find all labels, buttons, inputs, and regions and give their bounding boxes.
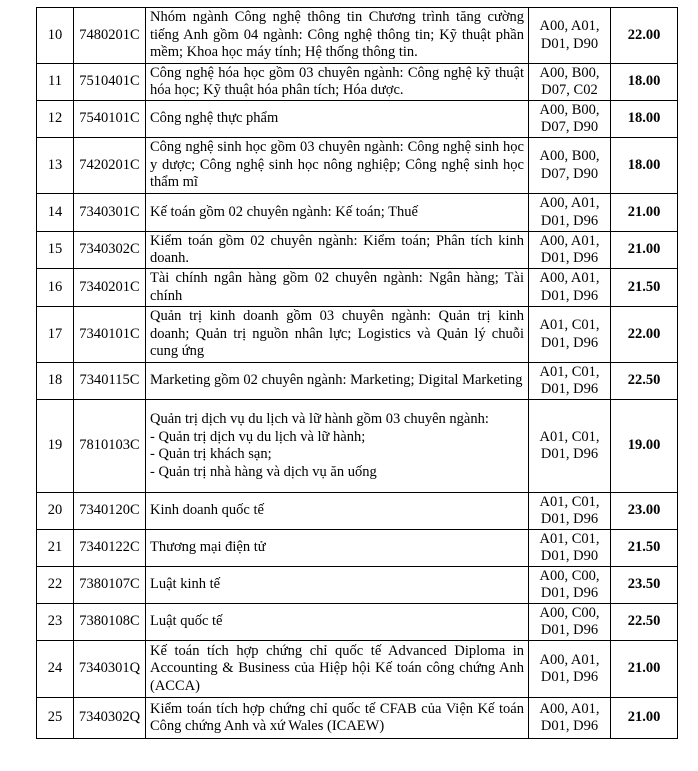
cutoff-score: 21.50 [611,269,678,307]
row-number: 10 [37,8,74,64]
program-code: 7340302Q [74,698,146,739]
program-name [146,698,529,739]
program-code: 7380108C [74,604,146,641]
cutoff-score: 22.50 [611,604,678,641]
program-name-line: Luật quốc tế [150,613,223,630]
cutoff-score: 22.00 [611,8,678,64]
subject-combinations: A00, A01, D01, D96 [529,269,611,307]
subject-combinations: A00, A01, D01, D96 [529,194,611,232]
cutoff-score: 23.50 [611,567,678,604]
table-row [37,363,678,400]
subject-combinations: A00, A01, D01, D96 [529,232,611,269]
row-number: 14 [37,194,74,232]
subject-combinations: A00, C00, D01, D96 [529,567,611,604]
table-row [37,232,678,269]
program-code: 7540101C [74,101,146,138]
program-name-line: Luật kinh tế [150,576,221,593]
program-code: 7380107C [74,567,146,604]
table-row [37,101,678,138]
table-body [37,8,678,739]
program-name-line: Công nghệ thực phẩm [150,110,279,127]
row-number: 17 [37,307,74,363]
program-name-line: Kiểm toán gồm 02 chuyên ngành: Kiểm toán; Phân tích kinh doanh. [150,232,524,266]
row-number: 20 [37,493,74,530]
program-name-line: Công nghệ sinh học gồm 03 chuyên ngành: Công nghệ sinh học y dược; Công nghệ sinh học nông nghiệp; Công nghệ sinh học thẩm mĩ [150,139,524,191]
cutoff-score: 21.50 [611,530,678,567]
row-number: 21 [37,530,74,567]
subject-combinations: A01, C01, D01, D96 [529,307,611,363]
table-row [37,307,678,363]
cutoff-score: 23.00 [611,493,678,530]
program-code: 7340122C [74,530,146,567]
table-row [37,530,678,567]
cutoff-score: 21.00 [611,194,678,232]
cutoff-score: 21.00 [611,641,678,698]
table-row [37,641,678,698]
program-code: 7420201C [74,138,146,194]
program-name [146,363,529,400]
program-name-line: - Quản trị khách sạn; [150,446,272,462]
table-row [37,269,678,307]
program-name [146,194,529,232]
program-name [146,604,529,641]
program-name-line: Nhóm ngành Công nghệ thông tin Chương trình tăng cường tiếng Anh gồm 04 ngành: Công nghệ thông tin; Kỹ thuật phần mềm; Khoa học máy tính; Hệ thống thông tin. [150,9,524,61]
table-row [37,400,678,493]
row-number: 19 [37,400,74,493]
program-name-line: Quản trị dịch vụ du lịch và lữ hành gồm 03 chuyên ngành: [150,411,489,427]
row-number: 13 [37,138,74,194]
program-code: 7340101C [74,307,146,363]
subject-combinations: A01, C01, D01, D96 [529,400,611,493]
cutoff-score: 18.00 [611,101,678,138]
table-row [37,567,678,604]
cutoff-score: 22.50 [611,363,678,400]
subject-combinations: A00, A01, D01, D96 [529,641,611,698]
row-number: 12 [37,101,74,138]
row-number: 25 [37,698,74,739]
table-row [37,604,678,641]
program-code: 7340301Q [74,641,146,698]
program-name [146,64,529,101]
program-name-line: Kinh doanh quốc tế [150,502,264,519]
program-name [146,641,529,698]
cutoff-score: 18.00 [611,64,678,101]
program-name-line: - Quản trị nhà hàng và dịch vụ ăn uống [150,463,377,480]
row-number: 24 [37,641,74,698]
program-name [146,493,529,530]
program-name-line: Kế toán gồm 02 chuyên ngành: Kế toán; Thuế [150,203,418,220]
program-code: 7340201C [74,269,146,307]
program-name-line: Kiểm toán tích hợp chứng chỉ quốc tế CFAB của Viện Kế toán Công chứng Anh và xứ Wales (ICAEW) [150,700,524,734]
admission-score-table [36,7,678,739]
program-name-line: Công nghệ hóa học gồm 03 chuyên ngành: Công nghệ kỹ thuật hóa học; Kỹ thuật hóa phân tích; Hóa dược. [150,64,524,98]
row-number: 22 [37,567,74,604]
program-code: 7510401C [74,64,146,101]
table-row [37,194,678,232]
table-row [37,8,678,64]
cutoff-score: 21.00 [611,232,678,269]
program-code: 7340120C [74,493,146,530]
subject-combinations: A01, C01, D01, D90 [529,530,611,567]
program-name [146,138,529,194]
subject-combinations: A00, B00, D07, D90 [529,138,611,194]
subject-combinations: A00, A01, D01, D90 [529,8,611,64]
table-row [37,698,678,739]
program-name-line: Kế toán tích hợp chứng chỉ quốc tế Advanced Diploma in Accounting & Business của Hiệp hội Kế toán công chứng Anh (ACCA) [150,642,524,694]
subject-combinations: A01, C01, D01, D96 [529,493,611,530]
row-number: 23 [37,604,74,641]
program-name [146,101,529,138]
program-name-line: - Quản trị dịch vụ du lịch và lữ hành; [150,428,366,445]
program-code: 7340301C [74,194,146,232]
subject-combinations: A00, B00, D07, C02 [529,64,611,101]
table-row [37,64,678,101]
program-name [146,567,529,604]
program-name [146,232,529,269]
program-name [146,400,529,493]
program-name [146,269,529,307]
table-row [37,138,678,194]
row-number: 15 [37,232,74,269]
cutoff-score: 19.00 [611,400,678,493]
program-name [146,8,529,64]
subject-combinations: A00, A01, D01, D96 [529,698,611,739]
program-code: 7810103C [74,400,146,493]
cutoff-score: 22.00 [611,307,678,363]
program-code: 7480201C [74,8,146,64]
row-number: 18 [37,363,74,400]
program-name-line: Tài chính ngân hàng gồm 02 chuyên ngành: Ngân hàng; Tài chính [150,270,524,304]
row-number: 11 [37,64,74,101]
cutoff-score: 18.00 [611,138,678,194]
subject-combinations: A00, B00, D07, D90 [529,101,611,138]
program-code: 7340115C [74,363,146,400]
program-name [146,307,529,363]
subject-combinations: A01, C01, D01, D96 [529,363,611,400]
program-code: 7340302C [74,232,146,269]
row-number: 16 [37,269,74,307]
cutoff-score: 21.00 [611,698,678,739]
program-name [146,530,529,567]
program-name-line: Marketing gồm 02 chuyên ngành: Marketing; Digital Marketing [150,372,523,389]
table-row [37,493,678,530]
subject-combinations: A00, C00, D01, D96 [529,604,611,641]
program-name-line: Quản trị kinh doanh gồm 03 chuyên ngành: Quản trị kinh doanh; Quản trị nguồn nhân lực; Logistics và Quản lý chuỗi cung ứng [150,308,524,360]
program-name-line: Thương mại điện tử [150,539,266,556]
